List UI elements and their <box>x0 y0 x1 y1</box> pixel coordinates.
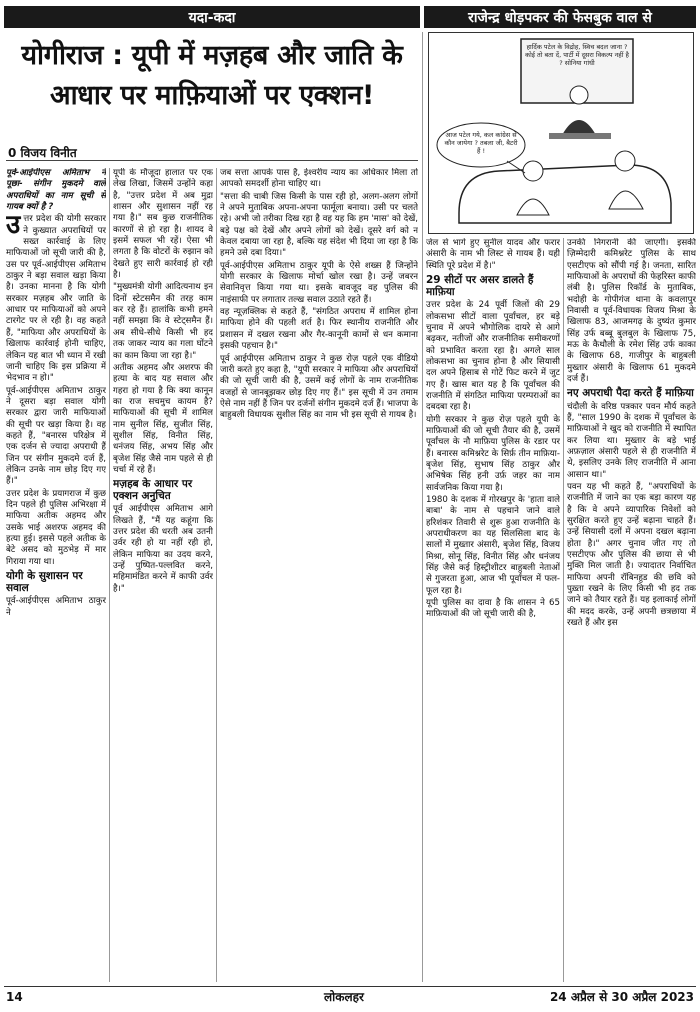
headline-line-1: योगीराज : यूपी में मज़हब और जाति के <box>21 40 403 71</box>
section-label-left <box>4 6 420 28</box>
column-divider <box>216 168 217 982</box>
paragraph: वह न्यूज़क्लिक से कहते हैं, "संगठित अपराध में शामिल होना माफिया होने की पहली शर्त है। फिर स्थानीय राजनीति और प्रशासन में दखल रखना और गैर-कानूनी कामों से धन कमाना इसकी पहचान है।" <box>220 307 418 352</box>
tv-screen-text: हार्दिक पटेल के विद्रोह, स्विच बदल जाना ? कोई तो बता दें, पार्टी में दूसरा विकल्प नहीं है ? सोनिया गांधी <box>525 43 629 68</box>
subheading: योगी के सुशासन पर सवाल <box>6 570 83 595</box>
paragraph: पूर्व-आईपीएस अमिताभ ठाकुर ने दूसरा बड़ा सवाल योगी सरकार द्वारा जारी माफियाओं की सूची पर खड़ा किया है। वह कहते हैं, "बनारस परिक्षेत्र में एक दर्जन से ज्यादा अपराधी हैं जिन पर संगीन मुकदमे दर्ज हैं, लेकिन उनके नाम छोड़ दिए गए हैं।" <box>6 385 106 487</box>
paragraph: पूर्व आईपीएस अमिताभ आगे लिखते हैं, "मैं यह कहूंगा कि उत्तर प्रदेश की धरती अब उतनी उर्वर रही हो या नहीं रही हो, लेकिन माफिया का उदय करने, उन्हें पुष्पित-पल्लवित करने, महिमामंडित करने में काफी उर्वर है।" <box>113 504 213 594</box>
paragraph: पूर्व-आईपीएस अमिताभ ठाकुर यूपी के ऐसे शख्स हैं जिन्होंने योगी सरकार के खिलाफ मोर्चा खोल रखा है। उन्हें जबरन सेवानिवृत्त किया गया था। इसके बावजूद वह पुलिस की नाइंसाफी पर लगातार तल्ख सवाल उठाते रहते हैं। <box>220 260 418 305</box>
paragraph: जेल से भागे हुए सुनील यादव और फरार अंसारी के नाम भी लिस्ट से गायब हैं। यही स्थिति पूरे प्रदेश में है।" <box>426 238 560 271</box>
article-column-2 <box>113 168 213 982</box>
paragraph: योगी सरकार ने कुछ रोज़ पहले यूपी के माफ़ियाओं की जो सूची तैयार की है, उसमें पूर्वांचल के नौ माफ़िया पुलिस के रडार पर हैं। बनारस कमिश्नरेट के सिर्फ़ तीन माफ़िया- बृजेश सिंह, सुभाष सिंह ठाकुर और अभिषेक सिंह हनी उर्फ़ जहर का नाम सार्वजनिक किया गया है। <box>426 414 560 493</box>
paragraph: चंदौली के वरिष्ठ पत्रकार पवन मौर्य कहते हैं, "साल 1990 के दशक में पूर्वांचल के माफ़ियाओं ने खुद को राजनीति में स्थापित कर लिया था। मुख्तार के बड़े भाई अफ़ज़ाल अंसारी पहले से ही राजनीति में थे, इसलिए उनके लिए राजनीति में आना आसान था।" <box>567 401 696 480</box>
paragraph: यूपी पुलिस का दावा है कि शासन ने 65 माफ़ियाओं की जो सूची जारी की है, <box>426 598 560 620</box>
column-divider <box>109 168 110 982</box>
section-title-right: राजेन्द्र धोड़पकर की फेसबुक वाल से <box>468 9 652 26</box>
subheading: 29 सीटों पर असर डालते हैं माफ़िया <box>426 274 534 299</box>
column-divider <box>563 238 564 982</box>
viewer-head <box>523 161 543 181</box>
article-column-5 <box>567 238 696 982</box>
paragraph: यूपी के मौजूदा हालात पर एक लेख लिखा, जिसमें उन्होंने कहा है, "उत्तर प्रदेश में अब मुद्रा शासन और सुशासन नहीं रह गया है।" सब कुछ राजनीतिक कारणों से हो रहा है। शायद वे इसमें सफल भी रहें। ऐसा भी लगता है कि वोटरों के रुझान को देखते हुए सारी कार्रवाई हो रही है। <box>113 168 213 281</box>
paragraph: पवन यह भी कहते हैं, "अपराधियों के राजनीति में जाने का एक बड़ा कारण यह है कि वे अपने व्यापारिक निवेशों को सुरक्षित करते हुए उन्हें बढ़ाना चाहते हैं। उन्हें सियासी दलों में अपना दखल बढ़ाना होता है।" अगर चुनाव जीत गए तो एसटीएफ और पुलिस की छाया से भी मुक्ति मिल जाती है। ज्यादातर निर्वाचित माफिया अपनी रॉबिनहुड की छवि को पुख़्ता रखने के लिए किसी भी हद तक जाने को तैयार रहते हैं। यह इलाकाई लोगों की मदद करके, उन्हें अपनी छत्रछाया में रखते हैं और इस <box>567 481 696 629</box>
sofa <box>459 165 671 223</box>
publication-name: लोकलहर <box>324 990 364 1004</box>
article-column-3 <box>220 168 418 982</box>
page-number: 14 <box>6 989 23 1004</box>
column-divider <box>422 32 423 982</box>
paragraph: पूर्व आईपीएस अमिताभ ठाकुर ने कुछ रोज़ पहले एक वीडियो जारी करते हुए कहा है, "यूपी सरकार ने माफिया और अपराधियों की जो सूची जारी की है, उसमें कई लोगों के नाम राजनीतिक वजहों से जानबूझकर छोड़ दिए गए हैं।" इस सूची में उन तमाम ऐसे नाम नहीं हैं जिन पर दर्जनों संगीन मुकदमे दर्ज हैं। भाजपा के बाहुबली विधायक सुशील सिंह का नाम भी इस सूची से गायब है। <box>220 353 418 421</box>
section-label-right <box>424 6 696 28</box>
section-title: यदा-कदा <box>188 9 236 26</box>
paragraph: "सत्ता की चाबी जिस किसी के पास रही हो, अलग-अलग लोगों ने अपने मुताबिक अपना-अपना फार्मूला बनाया। उसी पर चलते रहे। अभी जो तरीका दिख रहा है वह यह कि हम 'मास' को देखें, बड़े पक्ष को देखें और अपने लोगों को देखें। दूसरे वर्ग को न केवल दबाया जा रहा है, बल्कि यह संदेश भी दिया जा रहा है कि हमने उसे दबा दिया।" <box>220 191 418 259</box>
headline <box>6 36 418 116</box>
desk <box>549 133 611 139</box>
paragraph: 1980 के दशक में गोरखपुर के 'हाता वाले बाबा' के नाम से पहचाने जाने वाले हरिशंकर तिवारी से शुरू हुआ राजनीति के अपराधीकरण का यह सिलसिला बाद के सालों में मुख्तार अंसारी, बृजेश सिंह, विजय मिश्रा, सोनू सिंह, विनीत सिंह और धनंजय सिंह जैसे कई हिस्ट्रीशीटर बाहुबली नेताओं से गुजरता हुआ, आज भी पूर्वांचल में फल-फूल रहा है। <box>426 495 560 596</box>
viewer-head <box>615 151 635 171</box>
cartoon <box>428 32 694 234</box>
paragraph: अतीक अहमद और अशरफ की हत्या के बाद यह सवाल और गहरा हो गया है कि क्या कानून का राज सचमुच कायम है? माफियाओं की सूची में शामिल नाम सुनील सिंह, सुजीत सिंह, सुशील सिंह, विनीत सिंह, धनंजय सिंह, अभय सिंह और बृजेश सिंह जैसे नाम पहले से ही चर्चा में रहे हैं। <box>113 362 213 475</box>
speech-bubble-text: आज पटेल गये, कल कांग्रेस से कौन जायेगा ? तबला जी, बैटरी हैं ! <box>444 131 518 156</box>
drop-cap: उ <box>6 210 21 241</box>
issue-date: 24 अप्रैल से 30 अप्रैल 2023 <box>549 990 694 1004</box>
paragraph: उनकी निगरानी की जाएगी। इसकी ज़िम्मेदारी कमिश्नरेट पुलिस के साथ एसटीएफ को सौंपी गई है। जनता, सारित माफियाओं के अपराधों की फेहरिस्त काफी लंबी है। पुलिस रिकॉर्ड के मुताबिक, भदोही के गोपीगंज थाना के कवलापुर निवासी व पूर्व-विधायक विजय मिश्रा के खिलाफ 83, आजमगढ़ के दुष्यंत कुमार सिंह उर्फ बब्बू बुलबुल के खिलाफ 75, मऊ के कैथौली के रमेश सिंह उर्फ काका के खिलाफ 68, गाजीपुर के बाहुबली मुख्तार अंसारी के खिलाफ 61 मुकदमे दर्ज हैं। <box>567 238 696 385</box>
paragraph: उत्तर प्रदेश के 24 पूर्वी जिलों की 29 लोकसभा सीटों वाला पूर्वांचल, हर बड़े चुनाव में अपने भौगोलिक दायरे से आगे बढ़कर, नतीजों और राजनीतिक समीकरणों को प्रभावित करता रहा है। अगले साल लोकसभा का चुनाव होना है और सियासी दल अपने हिसाब से गोटें फिट करने में जुट गए हैं। खास बात यह है कि पूर्वांचल की राजनीति में संगठित माफिया परम्पराओं का दबदबा रहा है। <box>426 300 560 413</box>
paragraph: पूर्व-आईपीएस अमिताभ ठाकुर ने <box>6 596 106 618</box>
article-column-1 <box>6 168 106 982</box>
divider <box>6 160 418 161</box>
page-footer <box>4 986 696 1006</box>
article-column-4 <box>426 238 560 982</box>
subheading: नए अपराधी पैदा करते हैं माफ़िया <box>567 387 694 400</box>
paragraph: त्तर प्रदेश की योगी सरकार ने कुख्यात अपराधियों पर सख्त कार्रवाई के लिए माफियाओं जो सूची जारी की है, उस पर पूर्व-आईपीएस अमिताभ ठाकुर ने बड़ा सवाल खड़ा किया है। उनका मानना है कि योगी सरकार मज़हब और जाति के आधार पर माफियाओं को अपने टारगेट पर ले रही है। वह कहते हैं, "माफिया और अपराधियों के खिलाफ कार्रवाई होनी चाहिए, लेकिन यह बात भी ध्यान में रखी जानी चाहिए कि इस प्रक्रिया में भेदभाव न हो।" <box>6 214 106 384</box>
lead-paragraph: पूर्व-आईपीएस अमिताभ ने पूछा- संगीन मुकदमे वाले अपराधियों का नाम सूची से गायब क्यों है ? <box>6 168 106 213</box>
paragraph: जब सत्ता आपके पास है, ईश्वरीय न्याय का अधिकार मिला तो आपको समदर्शी होना चाहिए था। <box>220 168 418 190</box>
paragraph: उत्तर प्रदेश के प्रयागराज में कुछ दिन पहले ही पुलिस अभिरक्षा में माफिया अतीक अहमद और उसके भाई अशरफ अहमद की हत्या हुई। इससे पहले अतीक के बेटे असद को मुठभेड़ में मार गिराया गया था। <box>6 488 106 567</box>
paragraph: "मुख्यमंत्री योगी आदित्यनाथ इन दिनों स्टेटसमैन की तरह काम कर रहे हैं। हालांकि कभी हमने नहीं समझा कि वे स्टेट्समैन हैं। अब सीधे-सीधे किसी भी हद तक जाकर न्याय का गला घोंटने का काम किया जा रहा है।" <box>113 282 213 361</box>
byline: 0 विजय विनीत <box>8 146 77 160</box>
subheading: मज़हब के आधार पर एक्शन अनुचित <box>113 478 193 503</box>
headline-line-2: आधार पर माफ़ियाओं पर एक्शन! <box>49 79 375 111</box>
presenter-head <box>570 86 588 104</box>
